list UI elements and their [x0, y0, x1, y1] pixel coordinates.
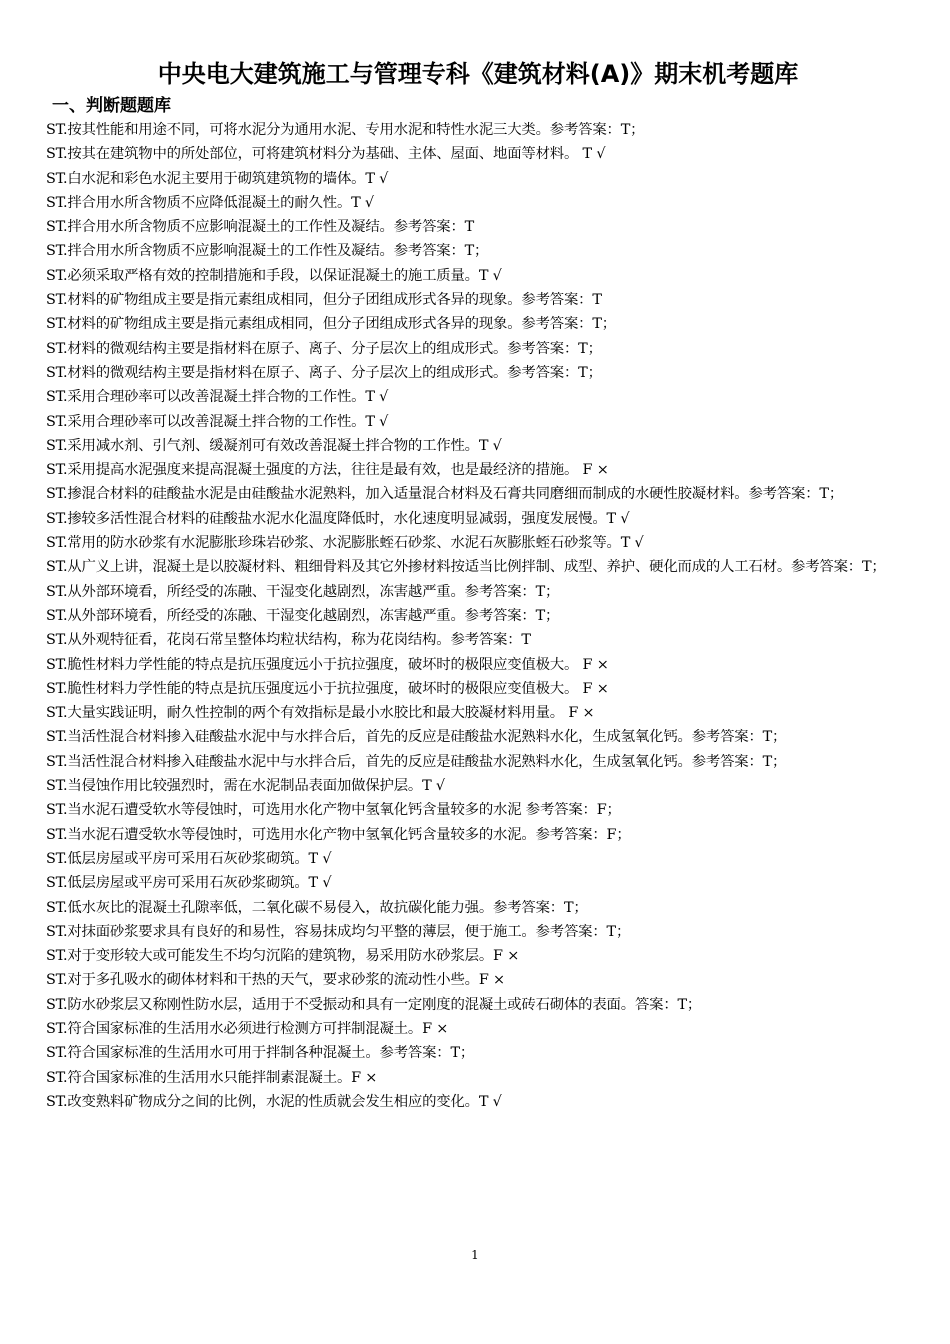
question-item: ST.白水泥和彩色水泥主要用于砌筑建筑物的墙体。T √ — [46, 170, 389, 187]
question-item: ST.从外部环境看，所经受的冻融、干湿变化越剧烈，冻害越严重。参考答案：T； — [46, 583, 560, 600]
question-item: ST.材料的微观结构主要是指材料在原子、离子、分子层次上的组成形式。参考答案：T； — [46, 340, 602, 357]
question-item: ST.防水砂浆层又称刚性防水层，适用于不受振动和具有一定刚度的混凝土或砖石砌体的表面。答案：T； — [46, 996, 702, 1013]
question-item: ST.符合国家标准的生活用水必须进行检测方可拌制混凝土。F × — [46, 1020, 449, 1037]
question-item: ST.采用减水剂、引气剂、缓凝剂可有效改善混凝土拌合物的工作性。T √ — [46, 437, 502, 454]
question-item: ST.低层房屋或平房可采用石灰砂浆砌筑。T √ — [46, 850, 332, 867]
question-item: ST.从外观特征看，花岗石常呈整体均粒状结构，称为花岗结构。参考答案：T — [46, 632, 531, 649]
question-item: ST.当活性混合材料掺入硅酸盐水泥中与水拌合后，首先的反应是硅酸盐水泥熟料水化，生成氢氧化钙。参考答案：T； — [46, 729, 787, 746]
question-list — [46, 118, 910, 1114]
question-item: ST.采用合理砂率可以改善混凝土拌合物的工作性。T √ — [46, 413, 389, 430]
question-item: ST.当活性混合材料掺入硅酸盐水泥中与水拌合后，首先的反应是硅酸盐水泥熟料水化，生成氢氧化钙。参考答案：T； — [46, 753, 787, 770]
question-item: ST.当侵蚀作用比较强烈时，需在水泥制品表面加做保护层。T √ — [46, 778, 445, 795]
question-item: ST.拌合用水所含物质不应影响混凝土的工作性及凝结。参考答案：T — [46, 219, 475, 236]
question-item: ST.材料的矿物组成主要是指元素组成相同，但分子团组成形式各异的现象。参考答案：T； — [46, 316, 616, 333]
question-item: ST.必须采取严格有效的控制措施和手段，以保证混凝土的施工质量。T √ — [46, 267, 502, 284]
question-item: ST.按其性能和用途不同，可将水泥分为通用水泥、专用水泥和特性水泥三大类。参考答案：T； — [46, 122, 645, 138]
question-item: ST.脆性材料力学性能的特点是抗压强度远小于抗拉强度，破坏时的极限应变值极大。 F × — [46, 680, 609, 697]
page-number: 1 — [471, 1248, 479, 1262]
question-item: ST.从外部环境看，所经受的冻融、干湿变化越剧烈，冻害越严重。参考答案：T； — [46, 607, 560, 624]
question-item: ST.改变熟料矿物成分之间的比例，水泥的性质就会发生相应的变化。T √ — [46, 1093, 502, 1110]
question-item: ST.脆性材料力学性能的特点是抗压强度远小于抗拉强度，破坏时的极限应变值极大。 F × — [46, 656, 609, 673]
question-item: ST.常用的防水砂浆有水泥膨胀珍珠岩砂浆、水泥膨胀蛭石砂浆、水泥石灰膨胀蛭石砂浆等。T √ — [46, 535, 644, 552]
question-item: ST.符合国家标准的生活用水只能拌制素混凝土。F × — [46, 1069, 378, 1086]
question-item: ST.当水泥石遭受软水等侵蚀时，可选用水化产物中氢氧化钙含量较多的水泥 参考答案：F； — [46, 802, 621, 819]
question-item: ST.采用合理砂率可以改善混凝土拌合物的工作性。T √ — [46, 389, 389, 406]
document-title: 中央电大建筑施工与管理专科《建筑材料(A)》期末机考题库 — [157, 60, 799, 88]
question-item: ST.大量实践证明，耐久性控制的两个有效指标是最小水胶比和最大胶凝材料用量。 F × — [46, 705, 595, 722]
question-item: ST.对抹面砂浆要求具有良好的和易性，容易抹成均匀平整的薄层，便于施工。参考答案：T； — [46, 923, 631, 940]
question-item: ST.从广义上讲，混凝土是以胶凝材料、粗细骨料及其它外掺材料按适当比例拌制、成型、养护、硬化而成的人工石材。参考答案：T； — [46, 559, 886, 576]
question-item: ST.拌合用水所含物质不应降低混凝土的耐久性。T √ — [46, 194, 374, 211]
question-item: ST.按其在建筑物中的所处部位，可将建筑材料分为基础、主体、屋面、地面等材料。 T √ — [46, 146, 606, 163]
question-item: ST.低层房屋或平房可采用石灰砂浆砌筑。T √ — [46, 875, 332, 892]
question-item: ST.掺较多活性混合材料的硅酸盐水泥水化温度降低时，水化速度明显减弱，强度发展慢。T √ — [46, 510, 630, 527]
question-item: ST.掺混合材料的硅酸盐水泥是由硅酸盐水泥熟料，加入适量混合材料及石膏共同磨细而制成的水硬性胶凝材料。参考答案：T； — [46, 486, 844, 503]
question-item: ST.拌合用水所含物质不应影响混凝土的工作性及凝结。参考答案：T； — [46, 243, 489, 260]
question-item: ST.材料的微观结构主要是指材料在原子、离子、分子层次上的组成形式。参考答案：T； — [46, 364, 602, 381]
question-item: ST.符合国家标准的生活用水可用于拌制各种混凝土。参考答案：T； — [46, 1045, 475, 1062]
question-item: ST.采用提高水泥强度来提高混凝土强度的方法，往往是最有效，也是最经济的措施。 F × — [46, 462, 609, 479]
question-item: ST.材料的矿物组成主要是指元素组成相同，但分子团组成形式各异的现象。参考答案：T — [46, 292, 602, 309]
question-item: ST.低水灰比的混凝土孔隙率低，二氧化碳不易侵入，故抗碳化能力强。参考答案：T； — [46, 899, 588, 916]
question-item: ST.当水泥石遭受软水等侵蚀时，可选用水化产物中氢氧化钙含量较多的水泥。参考答案：F； — [46, 826, 631, 843]
question-item: ST.对于变形较大或可能发生不均匀沉陷的建筑物，易采用防水砂浆层。F × — [46, 948, 520, 965]
question-item: ST.对于多孔吸水的砌体材料和干热的天气，要求砂浆的流动性小些。F × — [46, 972, 505, 989]
section-title: 一、判断题题库 — [52, 96, 171, 116]
